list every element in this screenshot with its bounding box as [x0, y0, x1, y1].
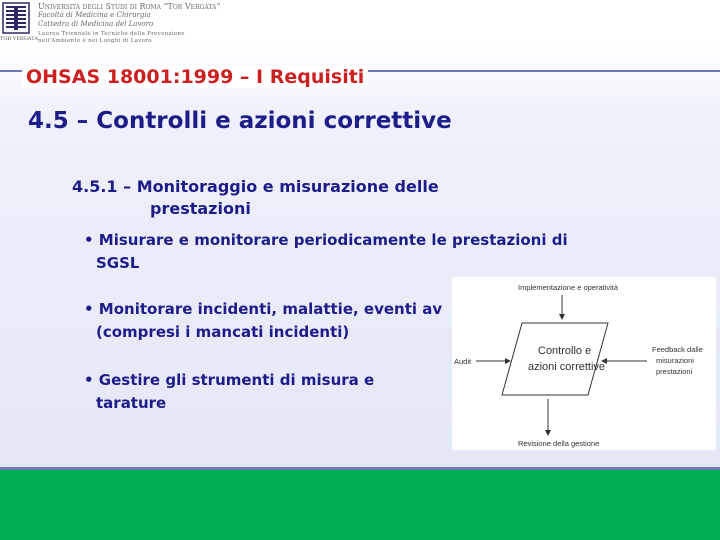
bullet-line-1: • Monitorare incidenti, malattie, eventi av — [84, 300, 443, 318]
university-crest-icon — [2, 2, 30, 34]
course-line-2: nell'Ambiente e nei Luoghi di Lavoro — [38, 38, 152, 44]
section-heading: 4.5 – Controlli e azioni correttive — [28, 108, 452, 134]
bullet-line-2: SGSL — [96, 254, 140, 272]
right-label-3: prestazioni — [656, 367, 693, 376]
top-label: Implementazione e operatività — [518, 283, 619, 292]
bullet-item — [84, 369, 374, 415]
chair-name: Cattedra di Medicina del Lavoro — [38, 20, 154, 28]
subsection-line-2: prestazioni — [150, 199, 251, 218]
subsection-heading — [72, 176, 439, 220]
header — [0, 0, 720, 46]
bullet-line-2: (compresi i mancati incidenti) — [96, 323, 350, 341]
bullet-line-1: • Gestire gli strumenti di misura e — [84, 371, 375, 389]
university-header-text — [38, 2, 220, 45]
left-label: Audit — [454, 357, 472, 366]
control-box — [502, 323, 608, 395]
footer-band — [0, 470, 720, 540]
process-diagram — [452, 277, 716, 450]
bottom-label: Revisione della gestione — [518, 439, 600, 448]
course-line-1: Laurea Triennale in Tecniche della Prevenzione — [38, 31, 185, 37]
bullet-line-1: • Misurare e monitorare periodicamente le prestazioni di — [84, 231, 568, 249]
right-label-2: misurazioni — [656, 356, 694, 365]
center-label-2: azioni correttive — [528, 361, 606, 373]
bullet-line-2: tarature — [96, 394, 167, 412]
university-name: Università degli Studi di Roma “Tor Vergata” — [38, 2, 221, 11]
subsection-line-1: 4.5.1 – Monitoraggio e misurazione delle — [72, 177, 439, 196]
diagram-canvas — [452, 277, 716, 450]
center-label-1: Controllo e — [538, 345, 592, 357]
slide-title: OHSAS 18001:1999 – I Requisiti — [22, 66, 368, 88]
right-label-1: Feedback dalle — [652, 345, 703, 354]
bullet-item — [84, 298, 442, 344]
faculty-name: Facoltà di Medicina e Chirurgia — [38, 11, 151, 19]
bullet-item — [84, 229, 568, 275]
logo-caption: TOR VERGATA — [0, 36, 38, 42]
